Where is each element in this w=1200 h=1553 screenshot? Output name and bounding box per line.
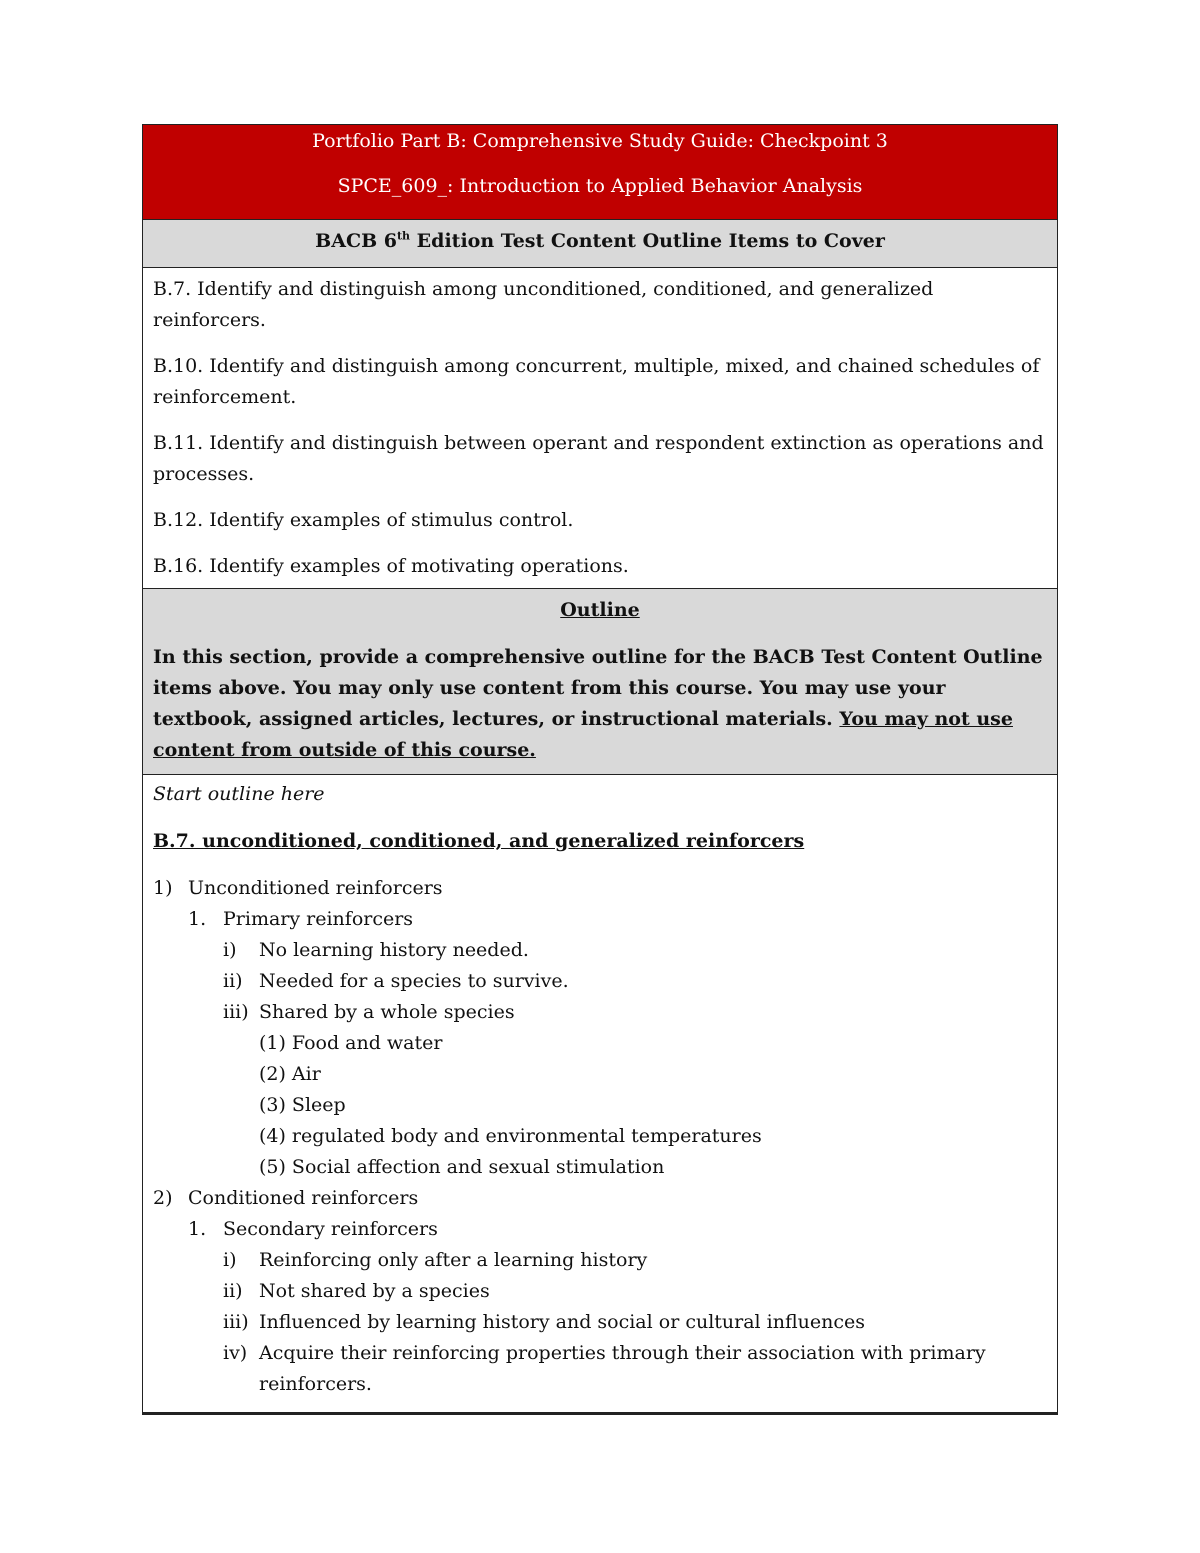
outline-item-marker: (2)	[259, 1063, 286, 1085]
outline-item	[153, 1214, 1047, 1245]
outline-item	[153, 873, 1047, 904]
outline-item-marker: 2)	[153, 1187, 173, 1209]
course-title: SPCE_609_: Introduction to Applied Behavior Analysis	[337, 175, 863, 197]
outline-item-marker: i)	[223, 939, 237, 961]
outline-item	[153, 1307, 1047, 1338]
outline-item-marker: 1.	[188, 908, 207, 930]
document-title: Portfolio Part B: Comprehensive Study Guide: Checkpoint 3	[312, 130, 888, 152]
header-row	[143, 125, 1057, 220]
outline-item-text: Needed for a species to survive.	[259, 970, 569, 992]
outline-item-marker: 1.	[188, 1218, 207, 1240]
outline-item-marker: i)	[223, 1249, 237, 1271]
bacb-heading-row	[143, 220, 1057, 268]
task-item: B.16. Identify examples of motivating operations.	[153, 555, 629, 577]
task-item: B.7. Identify and distinguish among unconditioned, conditioned, and generalized reinforcers.	[153, 278, 934, 331]
outline-item	[153, 1276, 1047, 1307]
outline-item-text: Acquire their reinforcing properties through their association with primary reinforcers.	[259, 1342, 986, 1395]
bacb-heading-suffix: Edition Test Content Outline Items to Cover	[410, 230, 885, 252]
section-heading: B.7. unconditioned, conditioned, and generalized reinforcers	[153, 830, 805, 852]
outline-item	[153, 1183, 1047, 1214]
outline-list	[153, 873, 1047, 1400]
outline-item	[153, 904, 1047, 935]
outline-item-marker: ii)	[223, 1280, 243, 1302]
outline-instructions-underlined: You may not use content from outside of this course.	[153, 708, 1013, 761]
outline-item-text: Sleep	[291, 1094, 346, 1116]
outline-item-text: Secondary reinforcers	[223, 1218, 438, 1240]
outline-item-text: Air	[291, 1063, 321, 1085]
outline-item-text: Not shared by a species	[259, 1280, 490, 1302]
outline-instructions	[153, 642, 1047, 766]
outline-content-row	[143, 775, 1057, 1414]
outline-item	[153, 997, 1047, 1028]
outline-item	[153, 1121, 1047, 1152]
outline-item	[153, 1028, 1047, 1059]
outline-item-marker: 1)	[153, 877, 173, 899]
outline-item-text: Primary reinforcers	[223, 908, 414, 930]
outline-item	[153, 966, 1047, 997]
task-item: B.12. Identify examples of stimulus control.	[153, 509, 574, 531]
start-note: Start outline here	[153, 783, 325, 805]
outline-item-marker: ii)	[223, 970, 243, 992]
outline-item-marker: iii)	[223, 1311, 249, 1333]
task-item: B.10. Identify and distinguish among concurrent, multiple, mixed, and chained schedules of reinforcement.	[153, 355, 1040, 408]
outline-item-text: Conditioned reinforcers	[188, 1187, 419, 1209]
outline-item-marker: (3)	[259, 1094, 286, 1116]
outline-heading: Outline	[560, 599, 640, 621]
outline-item-text: Shared by a whole species	[259, 1001, 515, 1023]
outline-item-text: No learning history needed.	[259, 939, 529, 961]
task-item: B.11. Identify and distinguish between operant and respondent extinction as operations and processes.	[153, 432, 1044, 485]
outline-item	[153, 1152, 1047, 1183]
outline-item-text: Reinforcing only after a learning history	[259, 1249, 648, 1271]
outline-item-marker: (5)	[259, 1156, 286, 1178]
bacb-heading	[315, 230, 885, 252]
outline-item-text: regulated body and environmental temperatures	[291, 1125, 762, 1147]
outline-item	[153, 1059, 1047, 1090]
outline-item-text: Unconditioned reinforcers	[188, 877, 443, 899]
outline-item	[153, 935, 1047, 966]
outline-item-text: Influenced by learning history and social or cultural influences	[259, 1311, 866, 1333]
outline-item-text: Social affection and sexual stimulation	[291, 1156, 665, 1178]
outline-item	[153, 1338, 1047, 1400]
bacb-heading-prefix: BACB 6	[315, 230, 397, 252]
outline-item-marker: (4)	[259, 1125, 286, 1147]
outline-item	[153, 1245, 1047, 1276]
outline-item	[153, 1090, 1047, 1121]
outline-item-marker: iv)	[223, 1342, 248, 1364]
bacb-heading-sup: th	[396, 229, 411, 243]
study-guide-table	[142, 124, 1058, 1415]
outline-item-marker: (1)	[259, 1032, 286, 1054]
task-items-row	[143, 268, 1057, 589]
outline-instructions-row	[143, 589, 1057, 775]
outline-instructions-text: In this section, provide a comprehensive outline for the BACB Test Content Outline items above. You may only use content from this course. You may use your textbook, assigned articles, lectures, or instructional materials.	[153, 646, 1043, 730]
outline-item-marker: iii)	[223, 1001, 249, 1023]
outline-item-text: Food and water	[291, 1032, 443, 1054]
